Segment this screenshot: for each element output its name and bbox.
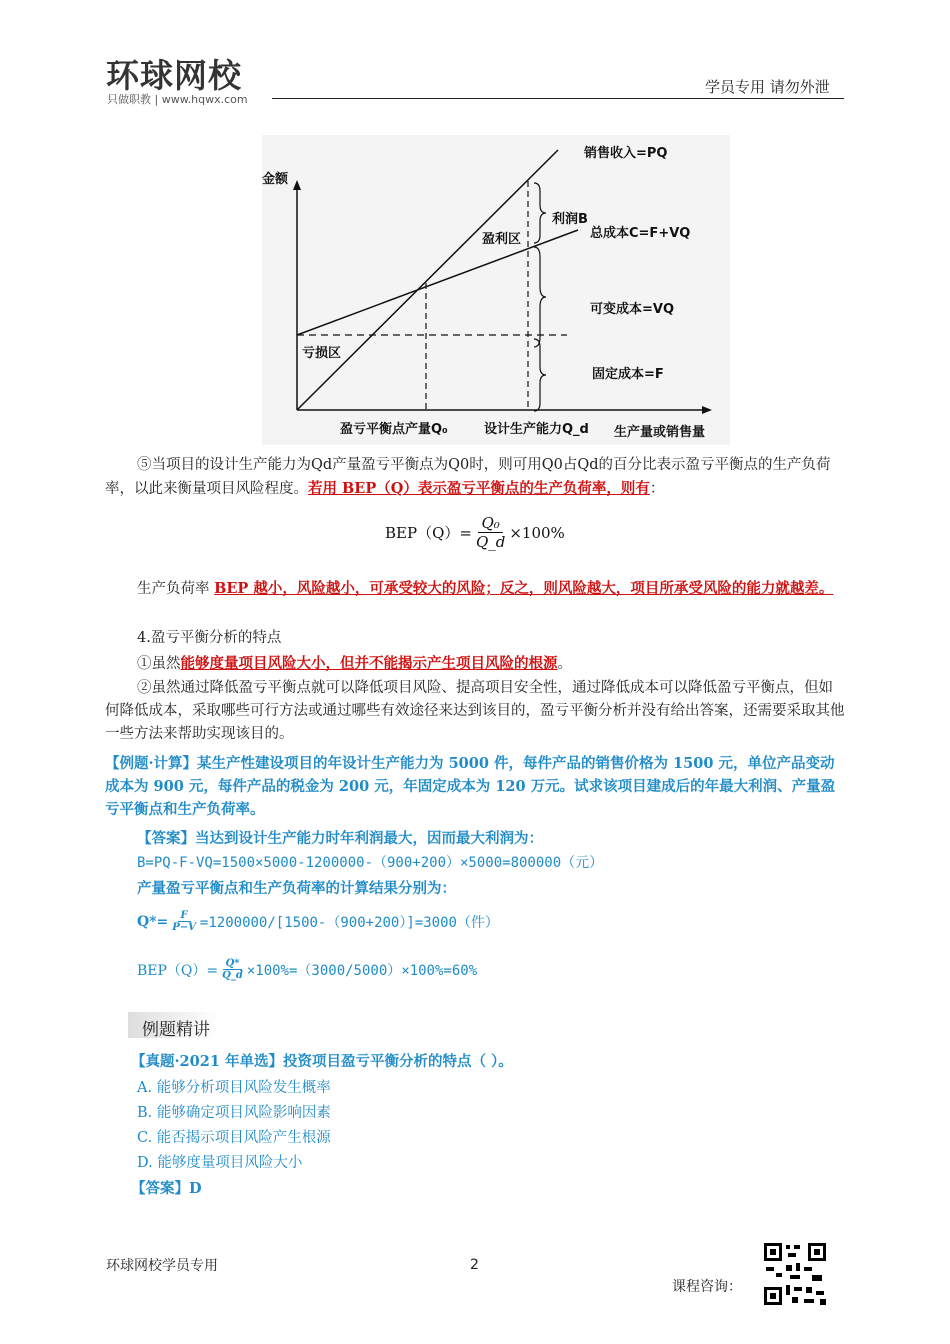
bep-result-lhs: BEP（Q）= bbox=[137, 962, 219, 979]
paragraph-6 bbox=[105, 577, 845, 601]
option-c: C. 能否揭示项目风险产生根源 bbox=[137, 1130, 331, 1146]
loss-zone-label: 亏损区 bbox=[302, 346, 342, 361]
bep-result-formula bbox=[137, 958, 477, 981]
total-cost-line bbox=[297, 230, 578, 335]
answer-line-3: 产量盈亏平衡点和生产负荷率的计算结果分别为： bbox=[137, 880, 456, 897]
profit-brace bbox=[534, 183, 546, 243]
question-title: 【真题·2021 年单选】投资项目盈亏平衡分析的特点（ ）。 bbox=[131, 1053, 513, 1070]
p7-end: 。 bbox=[557, 656, 572, 672]
profit-zone-label: 盈利区 bbox=[482, 232, 522, 247]
formula-numerator: Q₀ bbox=[478, 514, 502, 533]
q-star-fraction bbox=[172, 910, 196, 933]
p6-text: 生产负荷率 bbox=[137, 581, 215, 597]
bep-result-numerator: Q* bbox=[223, 958, 243, 970]
q-star-lhs: Q*= bbox=[137, 913, 169, 930]
qr-code-icon[interactable] bbox=[762, 1241, 828, 1307]
fixed-cost-brace bbox=[534, 339, 546, 411]
q-star-denominator: P−V bbox=[172, 922, 196, 933]
p7-highlight: 能够度量项目风险大小，但并不能揭示产生项目风险的根源 bbox=[180, 655, 558, 672]
paragraph-5 bbox=[105, 454, 845, 501]
p6-highlight: BEP 越小，风险越小，可承受较大的风险；反之，则风险越大，项目所承受风险的能力就越差。 bbox=[214, 580, 834, 597]
formula-fraction bbox=[476, 514, 505, 551]
breakeven-svg bbox=[262, 135, 730, 445]
profit-label: 利润B bbox=[552, 212, 588, 227]
final-answer: 【答案】D bbox=[131, 1180, 202, 1197]
page-number: 2 bbox=[470, 1257, 479, 1273]
total-cost-label: 总成本C=F+VQ bbox=[590, 226, 691, 241]
section-title: 例题精讲 bbox=[142, 1020, 210, 1040]
p7-text: ①虽然 bbox=[137, 656, 181, 672]
formula-rhs: ×100% bbox=[509, 523, 565, 542]
x-axis-label: 生产量或销售量 bbox=[614, 425, 706, 440]
answer-line-2: B=PQ-F-VQ=1500×5000-1200000-（900+200）×5000=800000（元） bbox=[137, 855, 604, 871]
logo-subtitle: 只做职教 | www.hqwx.com bbox=[107, 93, 248, 106]
paragraph-8: ②虽然通过降低盈亏平衡点就可以降低项目风险、提高项目安全性，通过降低成本可以降低盈亏平衡点，但如何降低成本，采取哪些可行方法或通过哪些有效途径来达到该目的，盈亏平衡分析并没有给出答案，还需要采取其他一些方法来帮助实现该目的。 bbox=[105, 680, 845, 742]
section-4-heading: 4.盈亏平衡分析的特点 bbox=[137, 630, 282, 646]
footer-left-text: 环球网校学员专用 bbox=[106, 1258, 218, 1274]
logo-text: 环球网校 bbox=[106, 56, 242, 95]
bep-result-denominator: Q_d bbox=[222, 970, 243, 981]
q-star-formula bbox=[137, 910, 499, 933]
header-rule bbox=[272, 98, 844, 99]
p5-end: ： bbox=[649, 481, 665, 497]
q-star-rhs: =1200000/[1500-（900+200）]=3000（件） bbox=[199, 914, 499, 931]
capacity-label: 设计生产能力Q_d bbox=[484, 422, 589, 437]
y-axis-arrow bbox=[293, 180, 301, 190]
qr-code-svg bbox=[762, 1241, 828, 1307]
variable-cost-label: 可变成本=VQ bbox=[590, 302, 675, 317]
answer-line-1: 【答案】当达到设计生产能力时年利润最大，因而最大利润为： bbox=[137, 830, 543, 847]
variable-cost-brace bbox=[534, 247, 546, 347]
example-question: 【例题·计算】某生产性建设项目的年设计生产能力为 5000 件，每件产品的销售价格为 1500 元，单位产品变动成本为 900 元，每件产品的税金为 200 元，年固定成本为 120 万元。试求该项目建成后的年最大利润、产量盈亏平衡点和生产负荷率。 bbox=[105, 755, 836, 818]
x-axis-arrow bbox=[702, 406, 712, 414]
y-axis-label: 金额 bbox=[262, 172, 289, 187]
header-notice: 学员专用 请勿外泄 bbox=[705, 78, 830, 96]
breakeven-diagram bbox=[262, 135, 730, 445]
formula-lhs: BEP（Q）= bbox=[385, 524, 472, 542]
fixed-cost-label: 固定成本=F bbox=[592, 367, 664, 382]
bep-result-fraction bbox=[222, 958, 243, 981]
paragraph-7 bbox=[137, 652, 572, 673]
p5-text: ⑤当项目的设计生产能力为Qd产量盈亏平衡点为Q0时，则可用Q0占Qd的百分比表示盈亏平衡点的生产负荷率，以此来衡量项目风险程度。 bbox=[105, 457, 831, 497]
revenue-label: 销售收入=PQ bbox=[584, 146, 668, 161]
option-d: D. 能够度量项目风险大小 bbox=[137, 1155, 303, 1171]
bep-formula bbox=[385, 514, 565, 551]
footer-consult-text: 课程咨询： bbox=[672, 1279, 742, 1295]
breakeven-label: 盈亏平衡点产量Q₀ bbox=[340, 422, 448, 437]
option-b: B. 能够确定项目风险影响因素 bbox=[137, 1105, 331, 1121]
formula-denominator: Q_d bbox=[475, 533, 506, 551]
option-a: A. 能够分析项目风险发生概率 bbox=[137, 1080, 331, 1096]
p5-highlight: 若用 BEP（Q）表示盈亏平衡点的生产负荷率，则有 bbox=[308, 480, 650, 497]
bep-result-rhs: ×100%=（3000/5000）×100%=60% bbox=[246, 962, 478, 979]
revenue-line bbox=[297, 150, 558, 410]
q-star-numerator: F bbox=[178, 910, 191, 922]
